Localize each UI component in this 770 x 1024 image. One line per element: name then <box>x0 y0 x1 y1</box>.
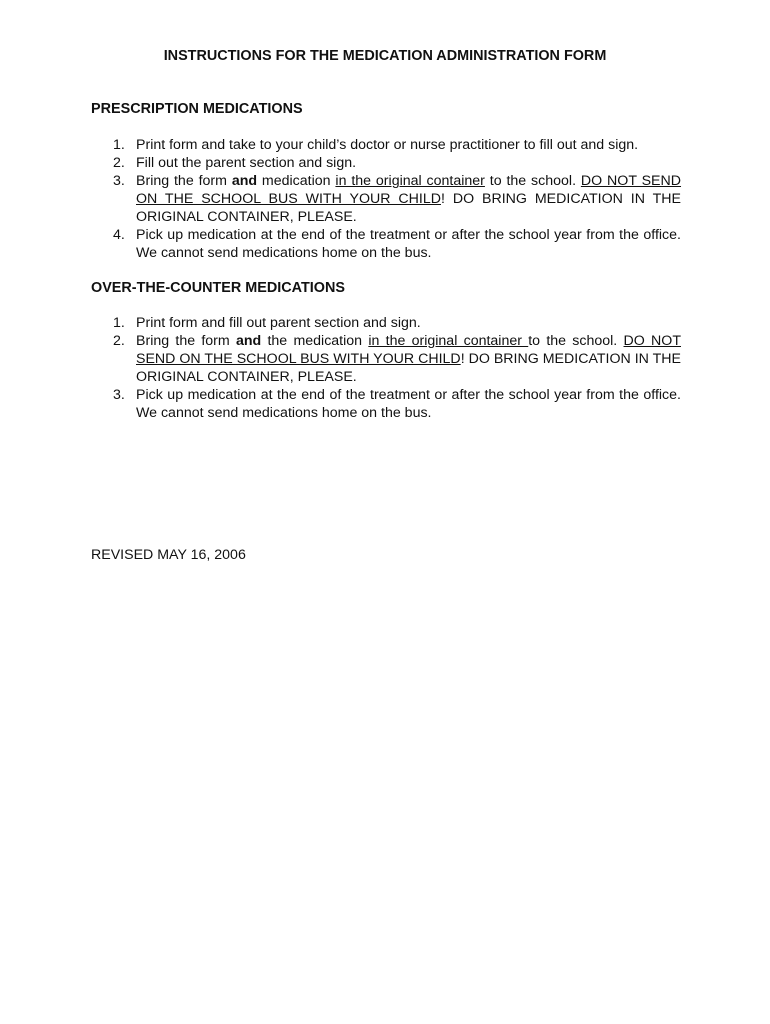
step-number: 2. <box>113 155 125 171</box>
step-text: Bring the form and medication in the original container to the school. DO NOT SEND ON THE SCHOOL BUS WITH YOUR CHILD! DO BRING MEDICATION IN THE ORIGINAL CONTAINER, PLEASE. <box>136 173 682 225</box>
list-item <box>91 154 681 172</box>
step-number: 3. <box>113 173 125 189</box>
prescription-steps <box>91 136 681 262</box>
underlined-warning: DO NOT SEND ON THE SCHOOL BUS WITH YOUR CHILD <box>136 333 681 367</box>
list-item <box>91 172 681 226</box>
bold-emphasis: and <box>235 333 262 349</box>
step-text: Bring the form and the medication in the original container to the school. DO NOT SEND ON THE SCHOOL BUS WITH YOUR CHILD! DO BRING MEDICATION IN THE ORIGINAL CONTAINER, PLEASE. <box>136 333 681 385</box>
step-text: Pick up medication at the end of the treatment or after the school year from the office. We cannot send medications home on the bus. <box>136 387 681 421</box>
step-number: 1. <box>113 137 125 153</box>
list-item <box>91 136 681 154</box>
section-heading-prescription: PRESCRIPTION MEDICATIONS <box>91 101 303 117</box>
underlined-phrase: in the original container <box>368 333 529 349</box>
list-item <box>91 332 681 386</box>
step-number: 4. <box>113 227 125 243</box>
step-text: Pick up medication at the end of the treatment or after the school year from the office. We cannot send medications home on the bus. <box>136 227 681 261</box>
section-heading-otc: OVER-THE-COUNTER MEDICATIONS <box>91 280 345 296</box>
underlined-warning: DO NOT SEND ON THE SCHOOL BUS WITH YOUR CHILD <box>136 173 682 207</box>
bold-emphasis: and <box>231 173 258 189</box>
step-number: 2. <box>113 333 125 349</box>
list-item <box>91 226 681 262</box>
step-number: 3. <box>113 387 125 403</box>
step-text: Print form and fill out parent section and sign. <box>136 315 421 331</box>
otc-steps <box>91 314 681 422</box>
underlined-phrase: in the original container <box>335 173 485 189</box>
list-item <box>91 314 681 332</box>
revision-date: REVISED MAY 16, 2006 <box>91 547 246 563</box>
step-number: 1. <box>113 315 125 331</box>
step-text: Print form and take to your child’s doctor or nurse practitioner to fill out and sign. <box>136 137 639 153</box>
step-text: Fill out the parent section and sign. <box>136 155 357 171</box>
list-item <box>91 386 681 422</box>
document-title: INSTRUCTIONS FOR THE MEDICATION ADMINISTRATION FORM <box>163 48 607 64</box>
